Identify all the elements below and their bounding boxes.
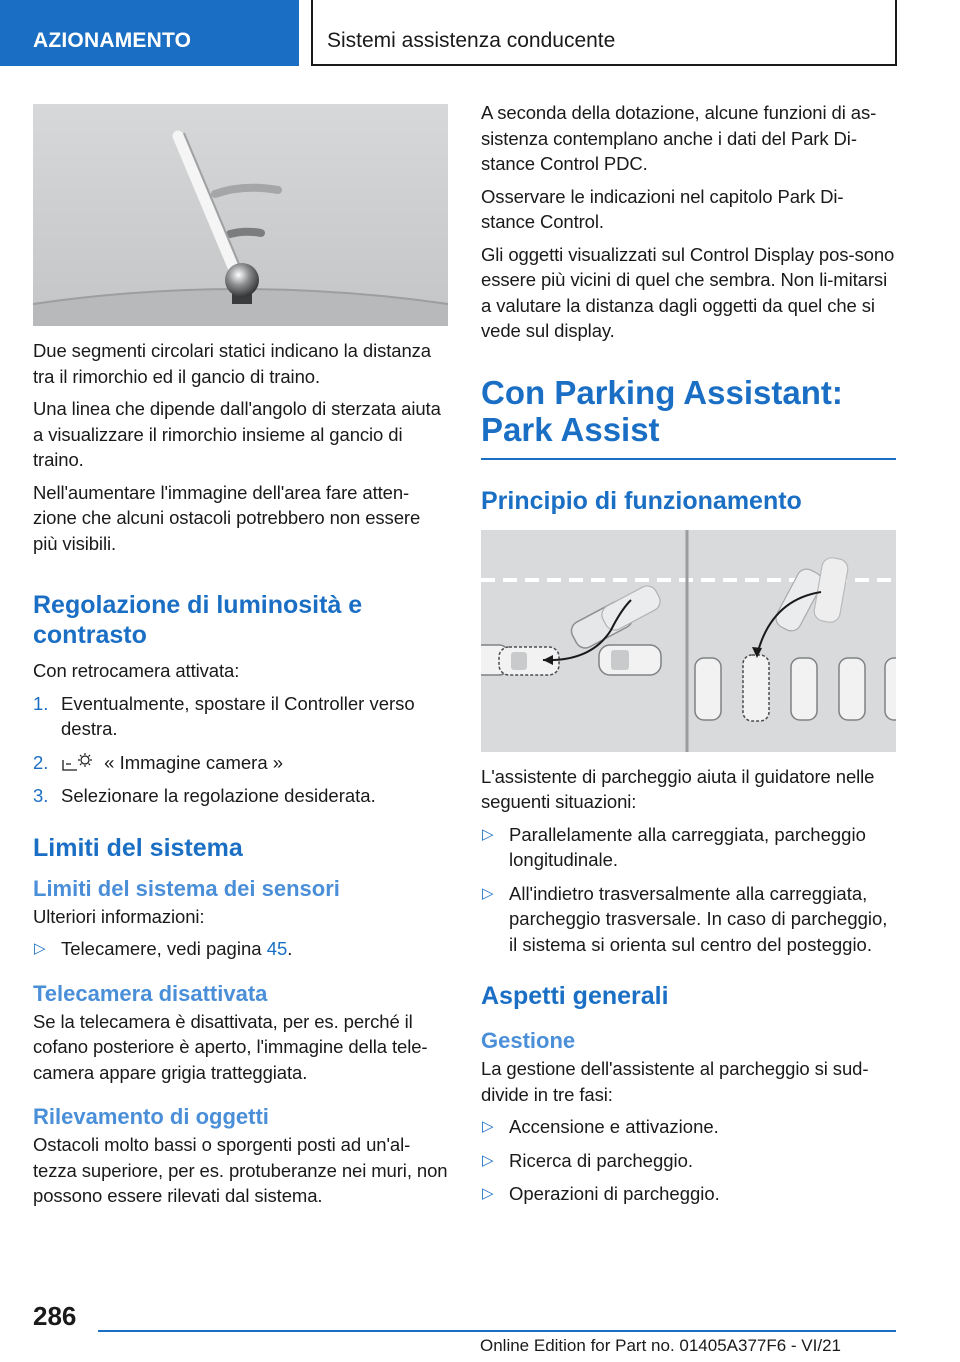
heading-brightness-contrast: Regolazione di luminosità e contrasto bbox=[33, 591, 363, 649]
step-text: « Immagine camera » bbox=[104, 751, 284, 773]
bullet-list bbox=[33, 936, 448, 962]
list-item-text-end: . bbox=[287, 938, 293, 959]
step-text: Selezionare la regolazione desiderata. bbox=[61, 785, 376, 806]
paragraph: Osservare le indicazioni nel capitolo Park Di-stance Control. bbox=[481, 185, 844, 232]
paragraph: Ostacoli molto bassi o sporgenti posti ad un'al-tezza superiore, per es. protuberanze nei muri, non possono essere rilevati dal sistema. bbox=[33, 1134, 448, 1206]
bullet-triangle-icon: ▷ bbox=[482, 1151, 494, 1169]
heading-park-assist: Con Parking Assistant: Park Assist bbox=[481, 374, 896, 460]
step-item bbox=[33, 691, 448, 742]
step-item bbox=[33, 783, 448, 809]
paragraph: Gli oggetti visualizzati sul Control Display pos-sono essere più vicini di quel che sembra. Non li-mitarsi a valutare la distanza dagli oggetti da quel che si vede sul display. bbox=[481, 243, 895, 341]
edition-note: Online Edition for Part no. 01405A377F6 - VI/21 bbox=[480, 1336, 842, 1355]
step-number: 2. bbox=[33, 751, 49, 773]
bullet-triangle-icon: ▷ bbox=[482, 1185, 494, 1202]
paragraph: Con retrocamera attivata: bbox=[33, 660, 240, 681]
heading-sensor-limits: Limiti del sistema dei sensori bbox=[33, 875, 340, 901]
right-column bbox=[481, 100, 896, 1215]
list-item-text: Parallelamente alla carreggiata, parcheggio longitudinale. bbox=[509, 823, 866, 870]
list-item bbox=[481, 1114, 896, 1140]
steps-list bbox=[33, 691, 448, 809]
heading-general-aspects: Aspetti generali bbox=[481, 982, 669, 1010]
paragraph: Ulteriori informazioni: bbox=[33, 905, 205, 927]
list-item bbox=[481, 1148, 896, 1174]
list-item bbox=[481, 822, 896, 873]
bullet-triangle-icon: ▷ bbox=[34, 940, 46, 957]
left-column bbox=[33, 104, 448, 1216]
list-item-text: Accensione e attivazione. bbox=[509, 1116, 719, 1137]
paragraph: L'assistente di parcheggio aiuta il guidatore nelle seguenti situazioni: bbox=[481, 765, 875, 812]
heading-object-detection: Rilevamento di oggetti bbox=[33, 1104, 269, 1129]
bullet-triangle-icon: ▷ bbox=[482, 884, 494, 902]
parking-maneuver-image bbox=[481, 530, 896, 752]
section-tab: AZIONAMENTO bbox=[0, 0, 299, 66]
step-item bbox=[33, 750, 448, 776]
bullet-list-phases bbox=[481, 1114, 896, 1207]
step-text: Eventualmente, spostare il Controller verso destra. bbox=[61, 692, 415, 739]
chapter-title: Sistemi assistenza conducente bbox=[311, 0, 897, 66]
paragraph: Se la telecamera è disattivata, per es. perché il cofano posteriore è aperto, l'immagine della tele-camera appare grigia tratteggiata. bbox=[33, 1010, 428, 1083]
bullet-triangle-icon: ▷ bbox=[482, 825, 494, 843]
list-item-text: All'indietro trasversalmente alla carreggiata, parcheggio trasversale. In caso di parcheggio, il sistema si orienta sul centro del posteggio. bbox=[509, 882, 888, 955]
list-item-text: Telecamere, vedi pagina bbox=[61, 938, 267, 959]
paragraph: La gestione dell'assistente al parcheggio si sud-divide in tre fasi: bbox=[481, 1058, 869, 1105]
paragraph: Due segmenti circolari statici indicano la distanza tra il rimorchio ed il gancio di traino. bbox=[33, 340, 431, 387]
heading-camera-off: Telecamera disattivata bbox=[33, 980, 268, 1006]
list-item bbox=[481, 1181, 896, 1207]
camera-settings-icon bbox=[61, 752, 95, 772]
heading-system-limits: Limiti del sistema bbox=[33, 833, 243, 862]
step-number: 3. bbox=[33, 785, 49, 806]
page-link[interactable]: 45 bbox=[266, 938, 288, 959]
step-number: 1. bbox=[33, 692, 49, 714]
list-item bbox=[33, 936, 448, 962]
paragraph: A seconda della dotazione, alcune funzioni di as-sistenza contemplano anche i dati del Park Di-stance Control PDC. bbox=[481, 102, 877, 174]
bullet-triangle-icon: ▷ bbox=[482, 1118, 494, 1135]
list-item-text: Operazioni di parcheggio. bbox=[509, 1183, 720, 1204]
footer-divider bbox=[98, 1330, 896, 1332]
page-number: 286 bbox=[33, 1301, 77, 1331]
trailer-hitch-camera-image bbox=[33, 104, 448, 326]
list-item-text: Ricerca di parcheggio. bbox=[509, 1149, 694, 1171]
bullet-list-situations bbox=[481, 822, 896, 958]
paragraph: Nell'aumentare l'immagine dell'area fare atten-zione che alcuni ostacoli potrebbero non essere più visibili. bbox=[33, 481, 421, 554]
heading-principle: Principio di funzionamento bbox=[481, 486, 802, 515]
heading-management: Gestione bbox=[481, 1028, 576, 1053]
paragraph: Una linea che dipende dall'angolo di sterzata aiuta a visualizzare il rimorchio insieme al gancio di traino. bbox=[33, 398, 441, 470]
list-item bbox=[481, 881, 896, 958]
